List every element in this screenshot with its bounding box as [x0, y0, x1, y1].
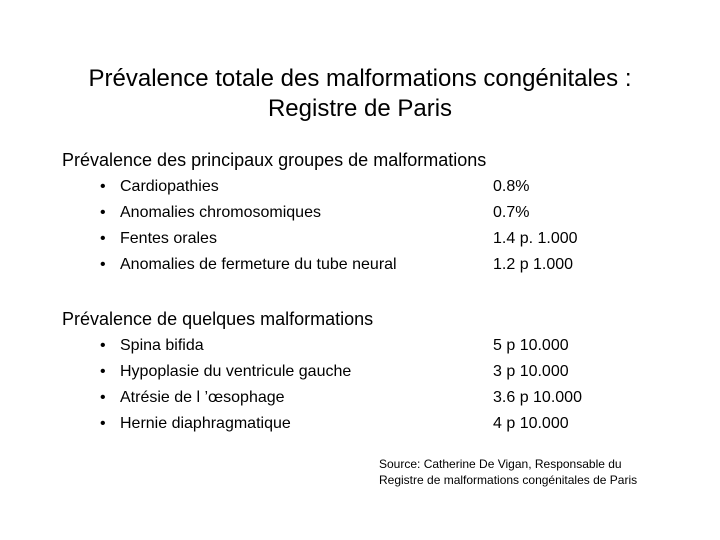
- bullet: •: [100, 230, 106, 247]
- item-value: 4 p 10.000: [493, 415, 569, 432]
- source-line-2: Registre de malformations congénitales de Paris: [379, 473, 638, 487]
- list-item: [100, 200, 620, 226]
- some-malformations-list: [100, 333, 620, 437]
- list-item: [100, 385, 620, 411]
- bullet: •: [100, 178, 106, 195]
- slide-title-line-2: Registre de Paris: [267, 95, 453, 122]
- section-heading-some-malformations: Prévalence de quelques malformations: [62, 309, 374, 329]
- list-item: [100, 333, 620, 359]
- source-line-1: Source: Catherine De Vigan, Responsable du: [379, 457, 622, 471]
- list-item: [100, 252, 620, 278]
- item-value: 5 p 10.000: [493, 337, 569, 354]
- item-label: Fentes orales: [120, 230, 217, 247]
- list-item: [100, 359, 620, 385]
- bullet: •: [100, 363, 106, 380]
- item-value: 3 p 10.000: [493, 363, 569, 380]
- slide-title: [0, 64, 720, 124]
- item-label: Anomalies chromosomiques: [120, 204, 321, 221]
- item-label: Anomalies de fermeture du tube neural: [120, 256, 397, 273]
- main-groups-list: [100, 174, 620, 278]
- item-value: 0.7%: [493, 204, 530, 221]
- item-label: Hypoplasie du ventricule gauche: [120, 363, 352, 380]
- item-label: Spina bifida: [120, 337, 204, 354]
- item-value: 3.6 p 10.000: [493, 389, 582, 406]
- bullet: •: [100, 256, 106, 273]
- list-item: [100, 226, 620, 252]
- item-value: 1.2 p 1.000: [493, 256, 574, 273]
- bullet: •: [100, 337, 106, 354]
- item-label: Hernie diaphragmatique: [120, 415, 291, 432]
- item-label: Atrésie de l ’œsophage: [120, 389, 285, 406]
- bullet: •: [100, 204, 106, 221]
- list-item: [100, 411, 620, 437]
- bullet: •: [100, 415, 106, 432]
- item-value: 0.8%: [493, 178, 530, 195]
- section-heading-main-groups: Prévalence des principaux groupes de malformations: [62, 150, 487, 170]
- bullet: •: [100, 389, 106, 406]
- item-label: Cardiopathies: [120, 178, 219, 195]
- list-item: [100, 174, 620, 200]
- slide-title-line-1: Prévalence totale des malformations congénitales :: [88, 65, 632, 92]
- source-note: [379, 456, 637, 488]
- item-value: 1.4 p. 1.000: [493, 230, 578, 247]
